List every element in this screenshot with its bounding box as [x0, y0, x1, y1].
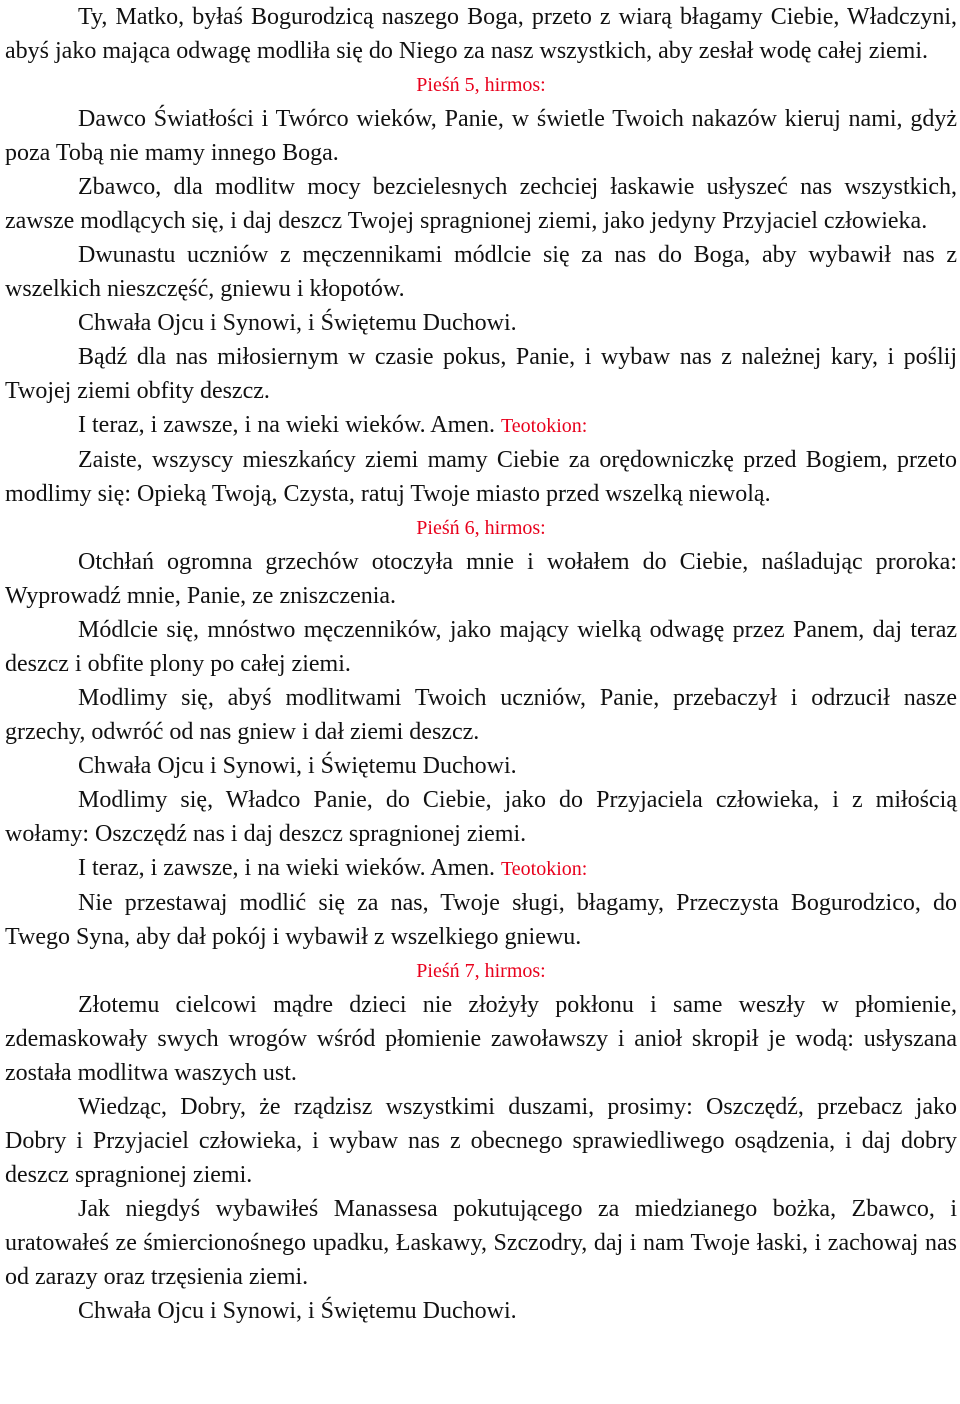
- paragraph: Złotemu cielcowi mądre dzieci nie złożyły pokłonu i same weszły w płomienie, zdemaskowały swych wrogów wśród płomienie zawoławszy i anioł skropił je wodą: usłyszana została modlitwa waszych ust.: [5, 992, 957, 1086]
- paragraph: Dwunastu uczniów z męczennikami módlcie się za nas do Boga, aby wybawił nas z wszelkich nieszczęść, gniewu i kłopotów.: [5, 242, 957, 302]
- paragraph: Módlcie się, mnóstwo męczenników, jako mający wielką odwagę przez Panem, daj teraz deszcz i obfite plony po całej ziemi.: [5, 617, 957, 677]
- paragraph: Bądź dla nas miłosiernym w czasie pokus, Panie, i wybaw nas z należnej kary, i poślij Twojej ziemi obfity deszcz.: [5, 344, 957, 404]
- theotokion-rubric: Teotokion:: [500, 415, 588, 437]
- doxology: Chwała Ojcu i Synowi, i Świętemu Duchowi.: [78, 753, 517, 779]
- ode-heading: Pieśń 6, hirmos:: [416, 517, 546, 539]
- ode-heading: Pieśń 5, hirmos:: [416, 74, 546, 96]
- doxology-text: I teraz, i zawsze, i na wieki wieków. Amen.: [78, 412, 495, 438]
- ode-heading: Pieśń 7, hirmos:: [416, 960, 546, 982]
- paragraph: Jak niegdyś wybawiłeś Manassesa pokutującego za miedzianego bożka, Zbawco, i uratowałeś ze śmiercionośnego upadku, Łaskawy, Szczodry, daj i nam Twoje łaski, i zachowaj nas od zarazy oraz trzęsienia ziemi.: [5, 1196, 957, 1290]
- doxology: Chwała Ojcu i Synowi, i Świętemu Duchowi.: [78, 1298, 517, 1324]
- paragraph: Zaiste, wszyscy mieszkańcy ziemi mamy Ciebie za orędowniczkę przed Bogiem, przeto modlimy się: Opieką Twoją, Czysta, ratuj Twoje miasto przed wszelką niewolą.: [5, 447, 957, 507]
- paragraph: Zbawco, dla modlitw mocy bezcielesnych zechciej łaskawie usłyszeć nas wszystkich, zawsze modlących się, i daj deszcz Twojej spragnionej ziemi, jako jedyny Przyjaciel człowieka.: [5, 174, 957, 234]
- doxology-line: [5, 408, 957, 443]
- paragraph: Otchłań ogromna grzechów otoczyła mnie i wołałem do Ciebie, naśladując proroka: Wyprowadź mnie, Panie, ze zniszczenia.: [5, 549, 957, 609]
- paragraph: Nie przestawaj modlić się za nas, Twoje sługi, błagamy, Przeczysta Bogurodzico, do Twego Syna, aby dał pokój i wybawił z wszelkiego gniewu.: [5, 890, 957, 950]
- paragraph: Ty, Matko, byłaś Bogurodzicą naszego Boga, przeto z wiarą błagamy Ciebie, Władczyni, abyś jako mająca odwagę modliła się do Niego za nasz wszystkich, aby zesłał wodę całej ziemi.: [5, 4, 957, 64]
- theotokion-rubric: Teotokion:: [500, 858, 588, 880]
- doxology: Chwała Ojcu i Synowi, i Świętemu Duchowi.: [78, 310, 517, 336]
- paragraph: Modlimy się, abyś modlitwami Twoich uczniów, Panie, przebaczył i odrzucił nasze grzechy, odwróć od nas gniew i dał ziemi deszcz.: [5, 685, 957, 745]
- doxology-line: [5, 851, 957, 886]
- paragraph: Modlimy się, Władco Panie, do Ciebie, jako do Przyjaciela człowieka, i z miłością wołamy: Oszczędź nas i daj deszcz spragnionej ziemi.: [5, 787, 957, 847]
- doxology-text: I teraz, i zawsze, i na wieki wieków. Amen.: [78, 855, 495, 881]
- paragraph: Wiedząc, Dobry, że rządzisz wszystkimi duszami, prosimy: Oszczędź, przebacz jako Dobry i Przyjaciel człowieka, i wybaw nas z obecnego sprawiedliwego osądzenia, i daj dobry deszcz spragnionej ziemi.: [5, 1094, 957, 1188]
- paragraph: Dawco Światłości i Twórco wieków, Panie, w świetle Twoich nakazów kieruj nami, gdyż poza Tobą nie mamy innego Boga.: [5, 106, 957, 166]
